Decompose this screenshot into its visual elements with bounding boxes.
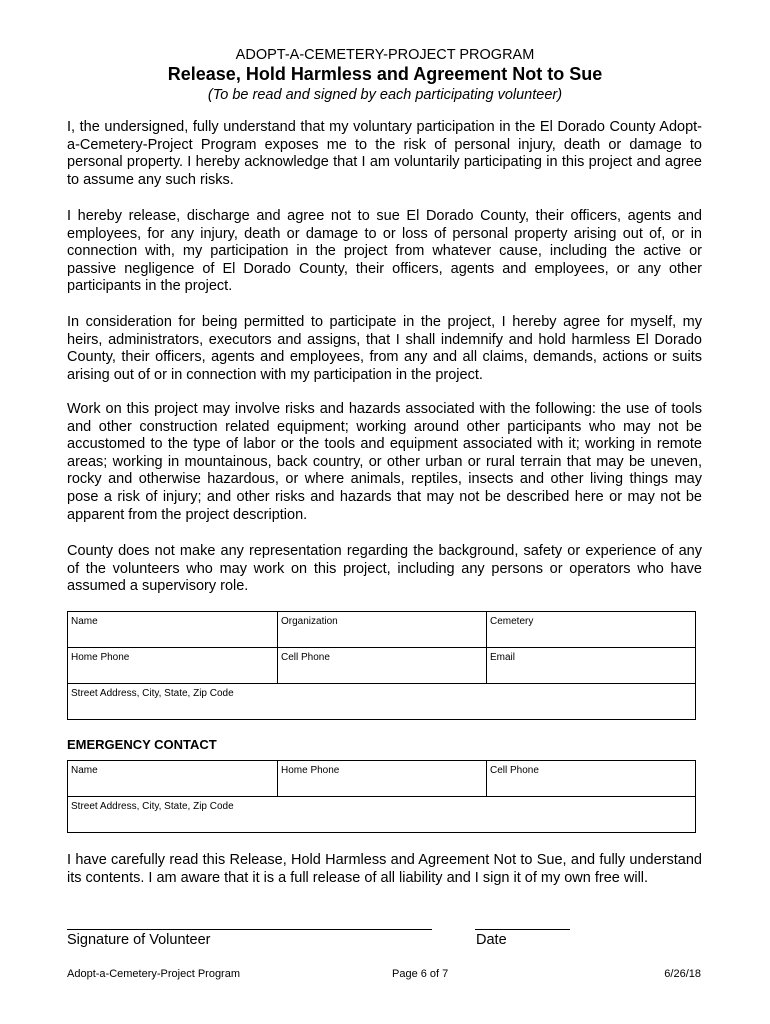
date-line[interactable] — [475, 929, 570, 930]
page-subtitle: (To be read and signed by each participating volunteer) — [207, 87, 563, 103]
paragraph-release: I hereby release, discharge and agree not to sue El Dorado County, their officers, agents and employees, for any injury, death or damage to or loss of personal property arising out of, or in connection with, my participation in the project from whatever cause, including the active or passive negligence of El Dorado County, their officers, agents and employees, or any other participants in the project. — [67, 208, 702, 295]
emergency-contact-heading: EMERGENCY CONTACT — [67, 737, 217, 752]
cemetery-field-label: Cemetery — [490, 616, 534, 627]
volunteer-info-table — [67, 611, 696, 720]
address-field-label: Street Address, City, State, Zip Code — [71, 688, 234, 699]
cemetery-field[interactable] — [487, 612, 696, 648]
closing-paragraph: I have carefully read this Release, Hold Harmless and Agreement Not to Sue, and fully understand its contents. I am aware that it is a full release of all liability and I sign it of my own free will. — [67, 852, 702, 886]
home-phone-field[interactable] — [68, 648, 278, 684]
cell-phone-field-label: Cell Phone — [281, 652, 330, 663]
name-field[interactable] — [68, 612, 278, 648]
emergency-name-label: Name — [71, 765, 98, 776]
emergency-cell-phone-label: Cell Phone — [490, 765, 539, 776]
emergency-address-field[interactable] — [68, 797, 696, 833]
page-title: Release, Hold Harmless and Agreement Not to Sue — [167, 64, 603, 84]
emergency-contact-table — [67, 760, 696, 833]
organization-field-label: Organization — [281, 616, 338, 627]
paragraph-indemnify: In consideration for being permitted to participate in the project, I hereby agree for myself, my heirs, administrators, executors and assigns, that I shall indemnify and hold harmless El Dorado County, their officers, agents and employees, from any and all claims, demands, actions or suits arising out of or in connection with my participation in the project. — [67, 314, 702, 383]
home-phone-field-label: Home Phone — [71, 652, 130, 663]
paragraph-acknowledgement: I, the undersigned, fully understand that my voluntary participation in the El Dorado County Adopt-a-Cemetery-Project Program exposes me to the risk of personal injury, death or damage to personal property. I hereby acknowledge that I am voluntarily participating in this project and agree to assume any such risks. — [67, 119, 702, 188]
emergency-home-phone-field[interactable] — [278, 761, 487, 797]
signature-label: Signature of Volunteer — [67, 932, 211, 948]
program-heading: ADOPT-A-CEMETERY-PROJECT PROGRAM — [235, 47, 535, 63]
paragraph-risks: Work on this project may involve risks and hazards associated with the following: the use of tools and other construction related equipment; working around other participants who may not be accustomed to the type of labor or the tools and equipment associated with it; working in remote areas; working in mountainous, back country, or other urban or rural terrain that may be uneven, rocky and otherwise hazardous, or where animals, reptiles, insects and other living things may pose a risk of injury; and other risks and hazards that may not be described here or may not be apparent from the project description. — [67, 401, 702, 523]
emergency-row-2 — [68, 797, 696, 833]
emergency-home-phone-label: Home Phone — [281, 765, 340, 776]
footer-date: 6/26/18 — [664, 968, 701, 980]
volunteer-row-1 — [68, 612, 696, 648]
footer-page-number: Page 6 of 7 — [392, 968, 449, 980]
volunteer-row-2 — [68, 648, 696, 684]
email-field-label: Email — [490, 652, 516, 663]
name-field-label: Name — [71, 616, 98, 627]
organization-field[interactable] — [278, 612, 487, 648]
cell-phone-field[interactable] — [278, 648, 487, 684]
emergency-cell-phone-field[interactable] — [487, 761, 696, 797]
footer-program: Adopt-a-Cemetery-Project Program — [67, 968, 241, 980]
emergency-row-1 — [68, 761, 696, 797]
volunteer-row-3 — [68, 684, 696, 720]
emergency-address-label: Street Address, City, State, Zip Code — [71, 801, 234, 812]
emergency-name-field[interactable] — [68, 761, 278, 797]
email-field[interactable] — [487, 648, 696, 684]
paragraph-representation: County does not make any representation regarding the background, safety or experience of any of the volunteers who may work on this project, including any persons or operators who have assumed a supervisory role. — [67, 543, 702, 595]
signature-line[interactable] — [67, 929, 432, 930]
address-field[interactable] — [68, 684, 696, 720]
date-label: Date — [476, 932, 507, 948]
